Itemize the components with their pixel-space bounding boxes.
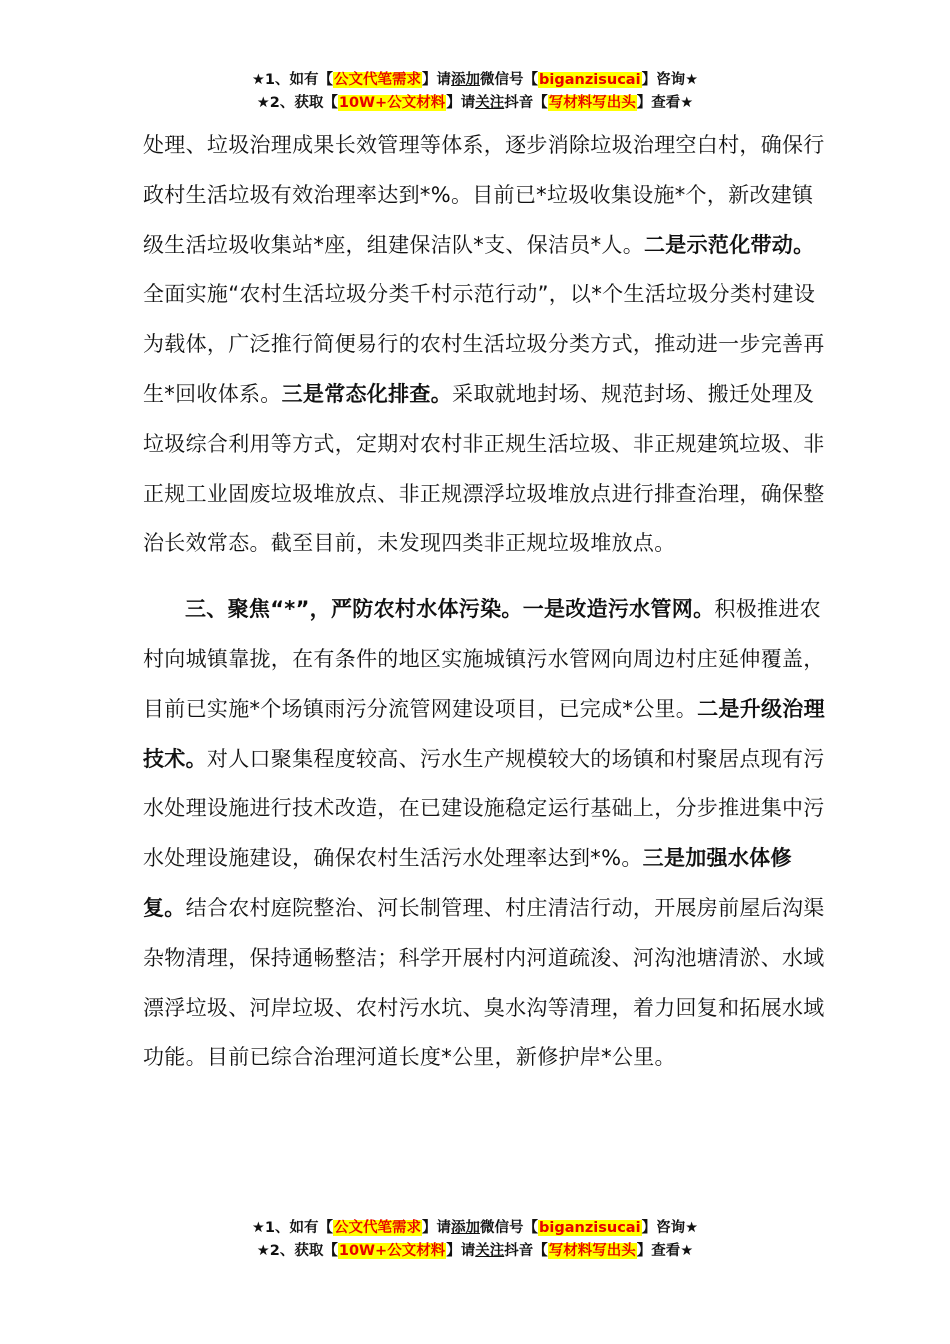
banner-line-2 (0, 92, 950, 115)
body-text: 全面实施“农村生活垃圾分类千村示范行动”，以*个生活垃圾分类村建设为载体，广泛推行简便易行的农村生活垃圾分类方式，推动进一步完善再生*回收体系。 (143, 282, 825, 406)
body-text: 对人口聚集程度较高、污水生产规模较大的场镇和村聚居点现有污水处理设施进行技术改造，在已建设施稳定运行基础上，分步推进集中污水处理设施建设，确保农村生活污水处理率达到*%。 (143, 746, 825, 871)
banner-text: 】查看★ (636, 1243, 694, 1259)
banner-text: 】咨询★ (641, 1220, 699, 1236)
banner-text: 抖音【 (504, 1243, 548, 1259)
bold-subheading: 二是示范化带动。 (644, 232, 815, 257)
bold-subheading: 二是升级治理技术。 (143, 696, 825, 771)
banner-text: 】咨询★ (641, 72, 699, 88)
banner-underlined-text: 添加 (451, 72, 481, 88)
banner-text: 】请 (422, 72, 452, 88)
document-body (143, 121, 833, 1083)
banner-text: ★1、如有【 (251, 72, 334, 88)
banner-text: 微信号【 (480, 1220, 539, 1236)
banner-highlight-service: 公文代笔需求 (334, 72, 422, 88)
banner-highlight-materials: 10W+公文材料 (338, 95, 446, 111)
banner-text: ★1、如有【 (251, 1220, 334, 1236)
body-text: 采取就地封场、规范封场、搬迁处理及垃圾综合利用等方式，定期对农村非正规生活垃圾、非正规建筑垃圾、非正规工业固废垃圾堆放点、非正规漂浮垃圾堆放点进行排查治理，确保整治长效常态。截至目前，未发现四类非正规垃圾堆放点。 (143, 381, 825, 556)
banner-text: 抖音【 (504, 95, 548, 111)
banner-text: 】请 (446, 95, 476, 111)
banner-highlight-douyin: 写材料写出头 (548, 95, 636, 111)
banner-text: 】请 (422, 1220, 452, 1236)
section-heading: 三、聚焦“*”，严防农村水体污染。 (185, 597, 523, 622)
banner-line-1 (0, 1217, 950, 1240)
banner-underlined-text: 添加 (451, 1220, 481, 1236)
banner-line-1 (0, 69, 950, 92)
footer-banner (0, 1217, 950, 1263)
body-text: 结合农村庭院整治、河长制管理、村庄清洁行动，开展房前屋后沟渠杂物清理，保持通畅整洁；科学开展村内河道疏浚、河沟池塘清淤、水域漂浮垃圾、河岸垃圾、农村污水坑、臭水沟等清理，着力回复和拓展水域功能。目前已综合治理河道长度*公里，新修护岸*公里。 (143, 895, 825, 1070)
banner-highlight-service: 公文代笔需求 (334, 1220, 422, 1236)
bold-subheading: 三是加强水体修复。 (143, 846, 792, 920)
bold-subheading: 一是改造污水管网。 (522, 597, 715, 622)
paragraph-water-pollution (143, 585, 833, 1083)
banner-highlight-materials: 10W+公文材料 (338, 1243, 446, 1259)
banner-underlined-text: 关注 (475, 95, 505, 111)
banner-highlight-douyin: 写材料写出头 (548, 1243, 636, 1259)
banner-text: 微信号【 (480, 72, 539, 88)
banner-line-2 (0, 1240, 950, 1263)
bold-subheading: 三是常态化排查。 (281, 381, 453, 406)
banner-text: 】查看★ (636, 95, 694, 111)
banner-highlight-wechat-id: biganzisucai (539, 1220, 641, 1236)
banner-text: ★2、获取【 (256, 1243, 338, 1259)
header-banner (0, 69, 950, 115)
body-text: 积极推进农村向城镇靠拢，在有条件的地区实施城镇污水管网向周边村庄延伸覆盖，目前已实施*个场镇雨污分流管网建设项目，已完成*公里。 (143, 597, 825, 721)
body-text: 处理、垃圾治理成果长效管理等体系，逐步消除垃圾治理空白村，确保行政村生活垃圾有效治理率达到*%。目前已*垃圾收集设施*个，新改建镇级生活垃圾收集站*座，组建保洁队*支、保洁员*人。 (143, 133, 825, 257)
banner-underlined-text: 关注 (475, 1243, 505, 1259)
paragraph-garbage-governance (143, 121, 833, 569)
banner-text: 】请 (446, 1243, 476, 1259)
banner-text: ★2、获取【 (256, 95, 338, 111)
banner-highlight-wechat-id: biganzisucai (539, 72, 641, 88)
